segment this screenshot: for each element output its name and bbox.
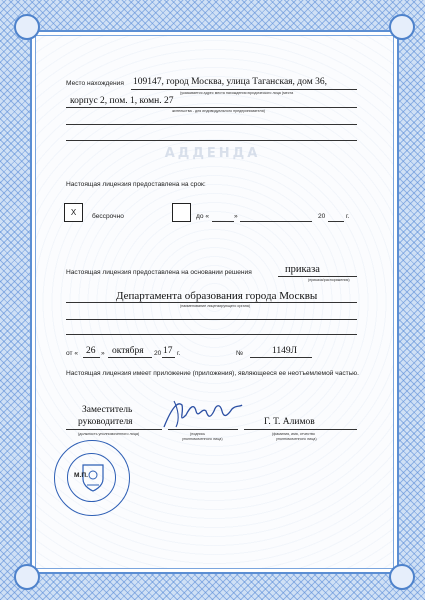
authority-hint: (наименование лицензирующего органа) [180, 304, 251, 308]
corner-ornament-icon [14, 14, 40, 40]
date-year: 17 [163, 346, 173, 356]
sign-hint-1: (подпись [190, 432, 206, 436]
until-year-prefix: 20 [318, 213, 326, 220]
license-number: 1149Л [272, 346, 298, 356]
address-hint-1: (указывается адрес места нахождения юридического лица (места [180, 91, 294, 95]
address-hint-2: жительства - для индивидуального предпринимателя) [172, 109, 265, 113]
until-day-line [212, 221, 234, 222]
date-year-suffix: г. [177, 350, 181, 357]
until-year-suffix: г. [346, 213, 350, 220]
term-label: Настоящая лицензия предоставлена на срок: [66, 181, 206, 188]
signatory-name: Г. Т. Алимов [264, 417, 315, 427]
authority-name: Департамента образования города Москвы [116, 290, 318, 302]
date-year-prefix: 20 [154, 350, 162, 357]
sign-hint-2: уполномоченного лица) [182, 437, 223, 441]
date-day-line [83, 357, 100, 358]
until-month-line [240, 221, 312, 222]
watermark: АДДЕНДА [164, 146, 261, 161]
date-mid: » [101, 350, 105, 357]
handwritten-signature [160, 397, 244, 431]
date-prefix: от « [66, 350, 79, 357]
date-year-line [162, 357, 175, 358]
signature-underline [168, 429, 238, 430]
decision-hint: (приказа/распоряжения) [308, 278, 350, 282]
address-underline-3 [66, 124, 357, 125]
address-underline-2 [66, 107, 357, 108]
number-underline [250, 357, 312, 358]
address-label: Место нахождения [66, 80, 124, 87]
date-day: 26 [86, 346, 96, 356]
address-value-line1: 109147, город Москва, улица Таганская, дом 36, [133, 77, 327, 87]
decision-type: приказа [285, 264, 320, 275]
basis-underline-3 [66, 334, 357, 335]
position-underline [66, 429, 162, 430]
corner-ornament-icon [389, 14, 415, 40]
authority-underline [66, 302, 357, 303]
name-underline [244, 429, 357, 430]
position-hint: (должность уполномоченного лица) [78, 432, 140, 436]
position-line2: руководителя [78, 417, 133, 427]
unlimited-label: бессрочно [92, 213, 124, 220]
date-month: октября [112, 346, 144, 356]
corner-ornament-icon [389, 564, 415, 590]
decision-underline [278, 276, 357, 277]
until-year-line [328, 221, 344, 222]
position-line1: Заместитель [82, 405, 133, 415]
appendix-note: Настоящая лицензия имеет приложение (приложения), являющееся ее неотъемлемой частью. [66, 370, 359, 377]
until-quote-close: » [234, 213, 238, 220]
name-hint-2: уполномоченного лица) [276, 437, 317, 441]
number-label: № [236, 350, 244, 357]
address-underline-4 [66, 140, 357, 141]
seal-placeholder-mp: М.П. [74, 472, 88, 479]
date-month-line [108, 357, 152, 358]
basis-underline-2 [66, 319, 357, 320]
checkbox-unlimited[interactable]: X [64, 203, 83, 222]
checkbox-until-date[interactable] [172, 203, 191, 222]
official-seal [54, 440, 130, 516]
basis-label: Настоящая лицензия предоставлена на основании решения [66, 269, 252, 276]
address-underline-1 [131, 89, 357, 90]
name-hint-1: (фамилия, имя, отчество [272, 432, 315, 436]
until-prefix: до « [196, 213, 210, 220]
corner-ornament-icon [14, 564, 40, 590]
address-value-line2: корпус 2, пом. 1, комн. 27 [70, 96, 174, 106]
